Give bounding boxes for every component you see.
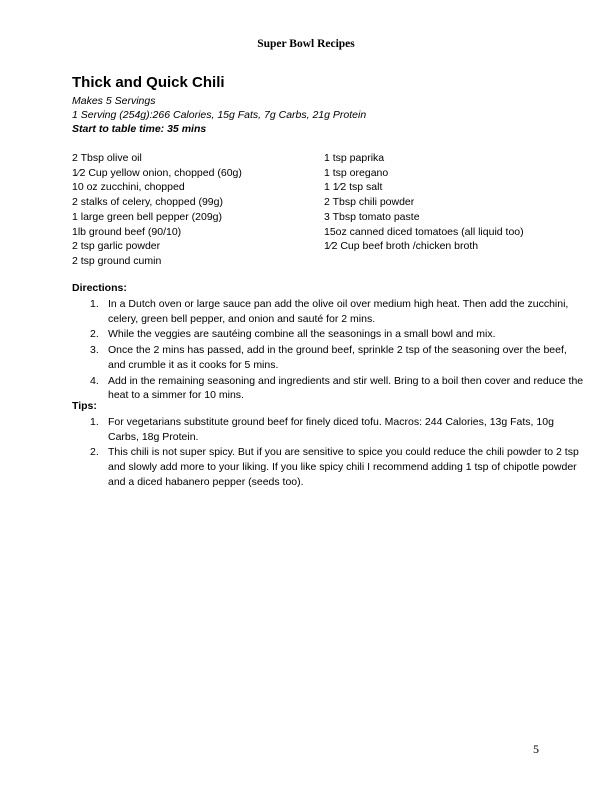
step-number: 1. <box>90 298 99 310</box>
tip-item <box>90 415 586 444</box>
tips-heading: Tips: <box>72 400 97 412</box>
step-text: Add in the remaining seasoning and ingredients and stir well. Bring to a boil then cover and reduce the heat to a simmer for 10 mins. <box>108 374 584 402</box>
page-number: 5 <box>533 742 539 756</box>
ingredient-item: 1lb ground beef (90/10) <box>72 225 182 238</box>
step-number: 2. <box>90 328 99 341</box>
direction-step <box>90 343 586 372</box>
step-text: While the veggies are sautéing combine all the seasonings in a small bowl and mix. <box>108 328 496 341</box>
tip-text: This chili is not super spicy. But if you are sensitive to spice you could reduce the chili powder to 2 tsp and slowly add more to your liking. If you like spicy chili I recommend adding 1 tsp of chipotle powder and a diced habanero pepper (seeds too). <box>108 446 579 488</box>
step-text: In a Dutch oven or large sauce pan add the olive oil over medium high heat. Then add the zucchini, celery, green bell pepper, and onion and sauté for 2 mins. <box>108 298 569 325</box>
ingredients-right-column <box>324 151 524 254</box>
step-number: 3. <box>90 344 99 357</box>
step-number: 4. <box>90 374 99 387</box>
document-header-title: Super Bowl Recipes <box>257 38 355 50</box>
directions-list <box>72 297 586 404</box>
recipe-time: Start to table time: 35 mins <box>72 123 207 135</box>
ingredient-item: 3 Tbsp tomato paste <box>324 210 420 223</box>
direction-step <box>90 297 586 326</box>
ingredient-item: 1 large green bell pepper (209g) <box>72 210 223 223</box>
tips-list <box>72 415 586 491</box>
recipe-servings: Makes 5 Servings <box>72 95 156 107</box>
direction-step <box>90 327 586 342</box>
ingredients-left-column <box>72 151 242 269</box>
tip-text: For vegetarians substitute ground beef for finely diced tofu. Macros: 244 Calories, 13g Fats, 10g Carbs, 18g Protein. <box>108 416 554 443</box>
ingredient-item: 1 tsp oregano <box>324 166 389 179</box>
ingredient-item: 2 Tbsp olive oil <box>72 152 142 164</box>
ingredient-item: 1⁄2 Cup beef broth /chicken broth <box>324 240 479 253</box>
directions-heading: Directions: <box>72 282 127 294</box>
recipe-title: Thick and Quick Chili <box>72 74 225 91</box>
recipe-nutrition: 1 Serving (254g):266 Calories, 15g Fats, 7g Carbs, 21g Protein <box>72 109 367 121</box>
tip-item <box>90 445 586 489</box>
ingredient-item: 10 oz zucchini, chopped <box>72 181 185 194</box>
ingredient-item: 2 tsp ground cumin <box>72 254 162 267</box>
ingredient-item: 1 tsp paprika <box>324 152 385 164</box>
tip-number: 1. <box>90 416 99 428</box>
direction-step <box>90 374 586 403</box>
ingredient-item: 15oz canned diced tomatoes (all liquid too) <box>324 225 524 238</box>
ingredient-item: 2 tsp garlic powder <box>72 240 161 253</box>
ingredient-item: 2 Tbsp chili powder <box>324 196 415 209</box>
tip-number: 2. <box>90 446 99 459</box>
ingredient-item: 1 1⁄2 tsp salt <box>324 181 383 194</box>
step-text: Once the 2 mins has passed, add in the ground beef, sprinkle 2 tsp of the seasoning over the beef, and crumble it as it cooks for 5 mins. <box>108 344 567 371</box>
ingredient-item: 2 stalks of celery, chopped (99g) <box>72 196 223 209</box>
ingredient-item: 1⁄2 Cup yellow onion, chopped (60g) <box>72 166 242 179</box>
